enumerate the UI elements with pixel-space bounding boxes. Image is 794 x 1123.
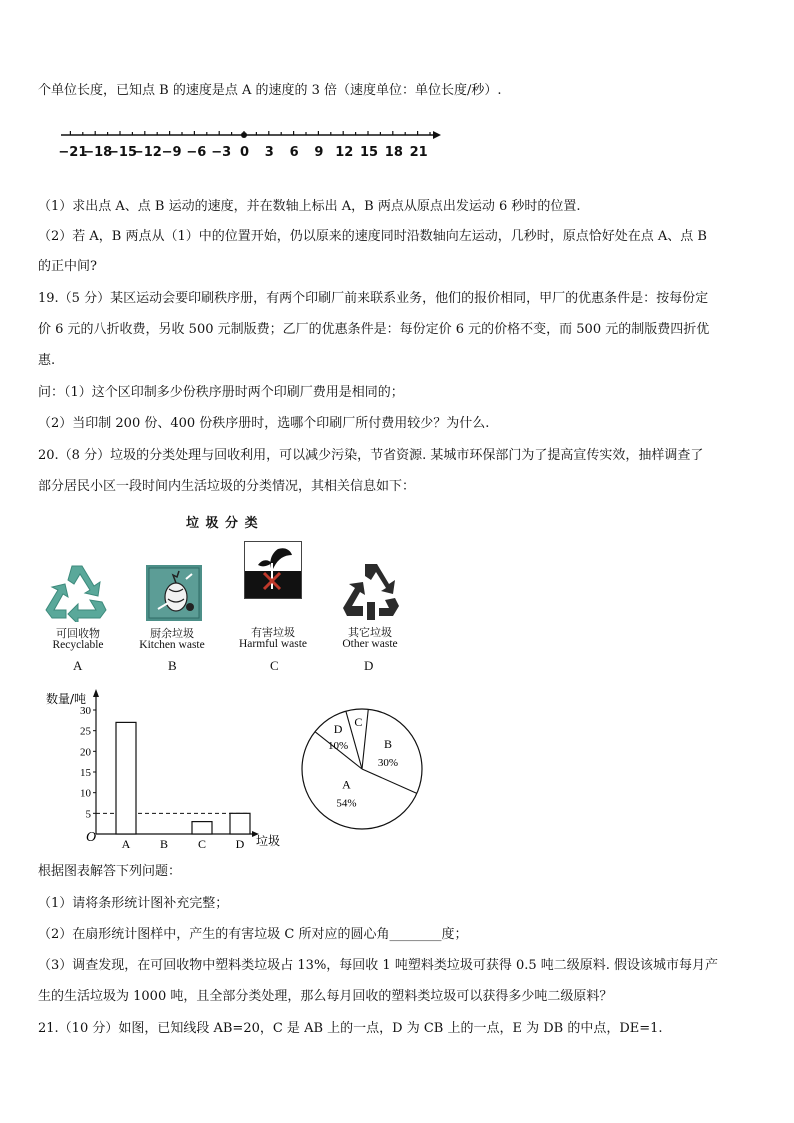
text-line: （2）当印制 200 份、400 份秩序册时，选哪个印刷厂所付费用较少？为什么.: [38, 416, 490, 431]
waste-caption-cn: 可回收物: [56, 627, 100, 640]
text-line: 的正中间?: [38, 259, 97, 274]
question-19: 19.（5 分）某区运动会要印刷秩序册，有两个印刷厂前来联系业务，他们的报价相同，甲厂的优惠条件是：按每份定: [38, 291, 709, 306]
text-line: 个单位长度，已知点 B 的速度是点 A 的速度的 3 倍（速度单位：单位长度/秒）.: [38, 83, 502, 98]
pie-percent-label: 54%: [336, 797, 357, 810]
text-line: 生的生活垃圾为 1000 吨，且全部分类处理，那么每月回收的塑料类垃圾可以获得多少吨二级原料？: [38, 989, 613, 1004]
bar-ytick-label: 10: [80, 787, 91, 800]
pie-percent-label: 30%: [377, 757, 399, 769]
number-line-tick-label: 9: [314, 145, 324, 160]
bar-origin-label: O: [86, 830, 97, 845]
question-20: 20.（8 分）垃圾的分类处理与回收利用，可以减少污染，节省资源. 某城市环保部门为了提高宣传实效，抽样调查了: [38, 448, 704, 463]
waste-caption-en: Harmful waste: [238, 638, 308, 650]
bar-A: [116, 722, 136, 834]
bar-chart: [40, 685, 290, 855]
waste-title: 垃 圾 分 类: [186, 516, 259, 531]
text-line: （1）请将条形统计图补充完整；: [38, 896, 229, 911]
waste-letter: C: [270, 658, 279, 673]
question-21: 21.（10 分）如图，已知线段 AB=20，C 是 AB 上的一点，D 为 CB 上的一点，E 为 DB 的中点，DE=1.: [38, 1021, 663, 1036]
waste-caption-en: Other waste: [342, 638, 398, 650]
kitchen-waste-icon: [146, 565, 202, 621]
other-waste-icon: [343, 562, 399, 622]
waste-caption-cn: 有害垃圾: [251, 626, 295, 639]
waste-letter: D: [364, 658, 374, 673]
waste-caption-cn: 其它垃圾: [348, 626, 392, 639]
text-line: （1）求出点 A、点 B 运动的速度，并在数轴上标出 A，B 两点从原点出发运动 6 秒时的位置.: [38, 199, 581, 214]
number-line-tick-label: −3: [211, 145, 232, 160]
number-line-tick-label: −18: [83, 145, 113, 160]
number-line-tick-label: 6: [289, 145, 299, 160]
bar-category-label: A: [121, 837, 131, 851]
number-line-tick-label: −21: [58, 145, 88, 160]
pie-slice-label: A: [342, 777, 351, 792]
recycle-icon: [44, 562, 110, 622]
number-line: [55, 125, 445, 145]
number-line-tick-label: −6: [186, 145, 207, 160]
text-line: （2）在扇形统计图样中，产生的有害垃圾 C 所对应的圆心角________度；: [38, 927, 468, 942]
origin-point: [241, 132, 247, 138]
pie-slice-label: C: [354, 714, 363, 729]
bar-D: [230, 813, 250, 834]
number-line-tick-label: 3: [264, 145, 274, 160]
text-line: 惠.: [38, 353, 56, 368]
pie-chart: [298, 705, 428, 835]
bar-ytick-label: 15: [80, 767, 91, 779]
text-line: 部分居民小区一段时间内生活垃圾的分类情况，其相关信息如下：: [38, 479, 416, 494]
pie-slice-label: D: [333, 722, 343, 737]
waste-caption-en: Kitchen waste: [139, 639, 205, 651]
bar-xlabel: 垃圾: [256, 834, 281, 848]
number-line-tick-label: 15: [360, 145, 379, 160]
number-line-tick-label: 21: [409, 145, 428, 160]
bar-ytick-label: 30: [80, 705, 91, 717]
harmful-waste-icon: [244, 541, 302, 599]
number-line-tick-label: −9: [161, 145, 182, 160]
waste-caption-cn: 厨余垃圾: [150, 627, 194, 640]
number-line-tick-label: −12: [132, 145, 162, 160]
text-line: （3）调查发现，在可回收物中塑料类垃圾占 13%，每回收 1 吨塑料类垃圾可获得 0.5 吨二级原料. 假设该城市每月产: [38, 958, 719, 973]
waste-letter: B: [168, 658, 177, 673]
bar-ytick-label: 25: [80, 725, 91, 738]
waste-letter: A: [73, 658, 83, 673]
pie-slice-label: B: [383, 737, 392, 751]
text-line: 价 6 元的八折收费，另收 500 元制版费；乙厂的优惠条件是：每份定价 6 元的价格不变，而 500 元的制版费四折优: [38, 322, 710, 337]
text-line: 问：（1）这个区印制多少份秩序册时两个印刷厂费用是相同的；: [38, 385, 404, 400]
bar-ytick-label: 20: [80, 746, 91, 759]
pie-percent-label: 10%: [328, 740, 349, 753]
bar-category-label: C: [197, 837, 207, 851]
text-line: 根据图表解答下列问题：: [38, 864, 182, 879]
number-line-tick-label: −15: [108, 145, 137, 160]
text-line: （2）若 A，B 两点从（1）中的位置开始，仍以原来的速度同时沿数轴向左运动，几秒时，原点恰好处在点 A、点 B: [38, 229, 707, 244]
bar-ytick-label: 5: [85, 808, 91, 821]
number-line-tick-label: 12: [335, 145, 354, 160]
bar-ylabel: 数量/吨: [46, 692, 87, 706]
number-line-tick-label: 18: [384, 145, 403, 160]
bar-category-label: D: [235, 837, 245, 851]
bar-category-label: B: [159, 837, 169, 851]
waste-caption-en: Recyclable: [52, 639, 104, 651]
number-line-tick-label: 0: [240, 145, 250, 160]
bar-C: [192, 822, 212, 834]
